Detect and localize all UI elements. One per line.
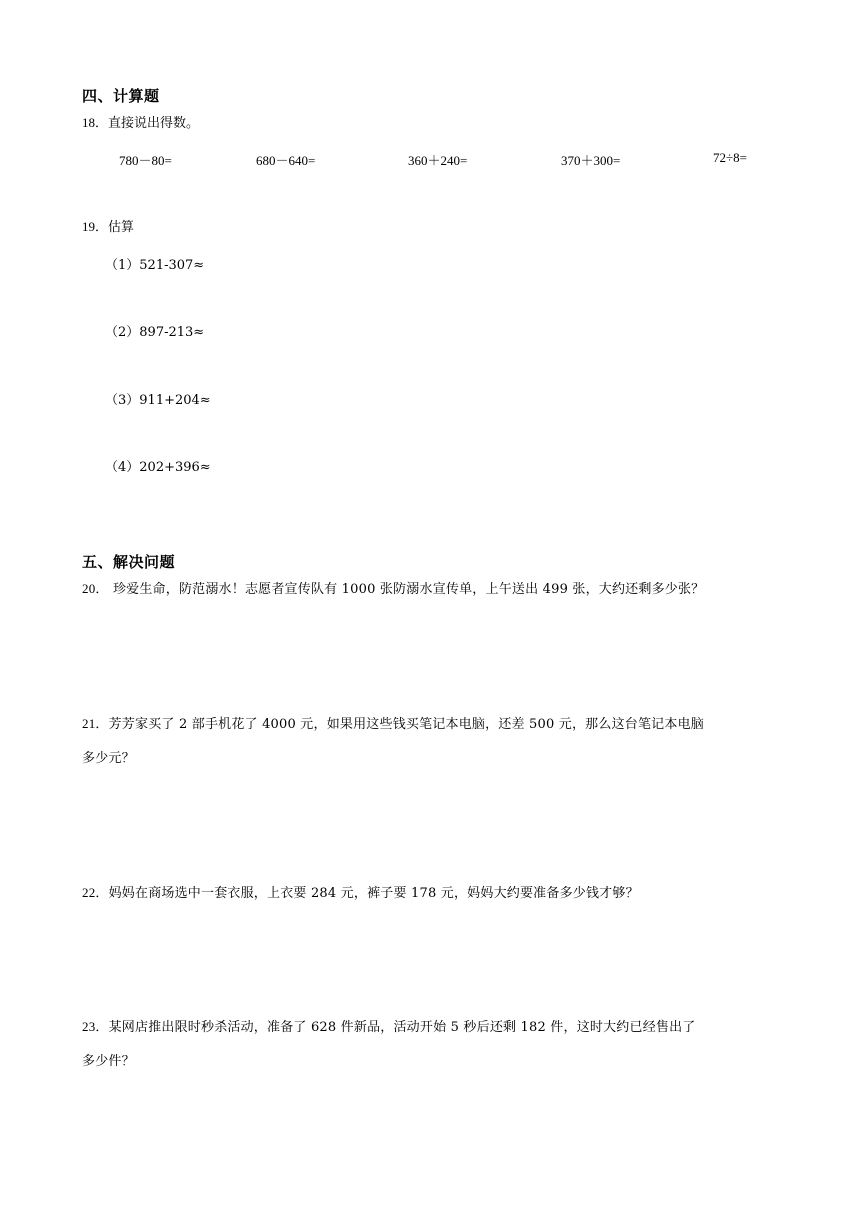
question-19 [82, 220, 134, 234]
oral-calc-item-4: 370＋300= [561, 153, 621, 168]
question-text-line-1: 某网店推出限时秒杀活动，准备了 628 件新品，活动开始 5 秒后还剩 182 件，这时大约已经售出了 [108, 1020, 696, 1035]
question-number: 21． [82, 716, 109, 731]
question-21-line-2: 多少元？ [82, 751, 135, 766]
question-prompt: 估算 [108, 220, 135, 235]
estimate-item-1: （1）521-307≈ [105, 258, 205, 273]
question-number: 18． [82, 115, 109, 130]
question-text-line-1: 妈妈在商场选中一套衣服，上衣要 284 元，裤子要 178 元，妈妈大约要准备多少钱才够？ [108, 886, 639, 901]
question-text-line-1: 珍爱生命，防范溺水！志愿者宣传队有 1000 张防溺水宣传单，上午送出 499 张，大约还剩多少张？ [112, 582, 705, 597]
estimate-item-4: （4）202+396≈ [105, 460, 211, 475]
question-number: 20． [82, 581, 109, 596]
question-23 [82, 1020, 696, 1034]
section-title-problem-solving: 五、解决问题 [82, 553, 176, 571]
question-23-line-2: 多少件？ [82, 1054, 135, 1069]
question-number: 23． [82, 1019, 109, 1034]
estimate-item-3: （3）911+204≈ [105, 393, 211, 408]
oral-calc-item-2: 680－640= [256, 153, 316, 168]
question-21 [82, 717, 704, 731]
estimate-item-2: （2）897-213≈ [105, 325, 205, 340]
oral-calc-item-5: 72÷8= [713, 150, 747, 165]
oral-calc-item-3: 360＋240= [408, 153, 468, 168]
question-number: 22． [82, 885, 109, 900]
oral-calc-item-1: 780－80= [119, 153, 172, 168]
question-20 [82, 582, 704, 596]
question-18 [82, 116, 199, 130]
section-title-calculation: 四、计算题 [82, 87, 160, 105]
question-text-line-1: 芳芳家买了 2 部手机花了 4000 元，如果用这些钱买笔记本电脑，还差 500 元，那么这台笔记本电脑 [108, 717, 704, 732]
question-prompt: 直接说出得数。 [108, 116, 200, 131]
question-22 [82, 886, 639, 900]
question-number: 19． [82, 219, 109, 234]
